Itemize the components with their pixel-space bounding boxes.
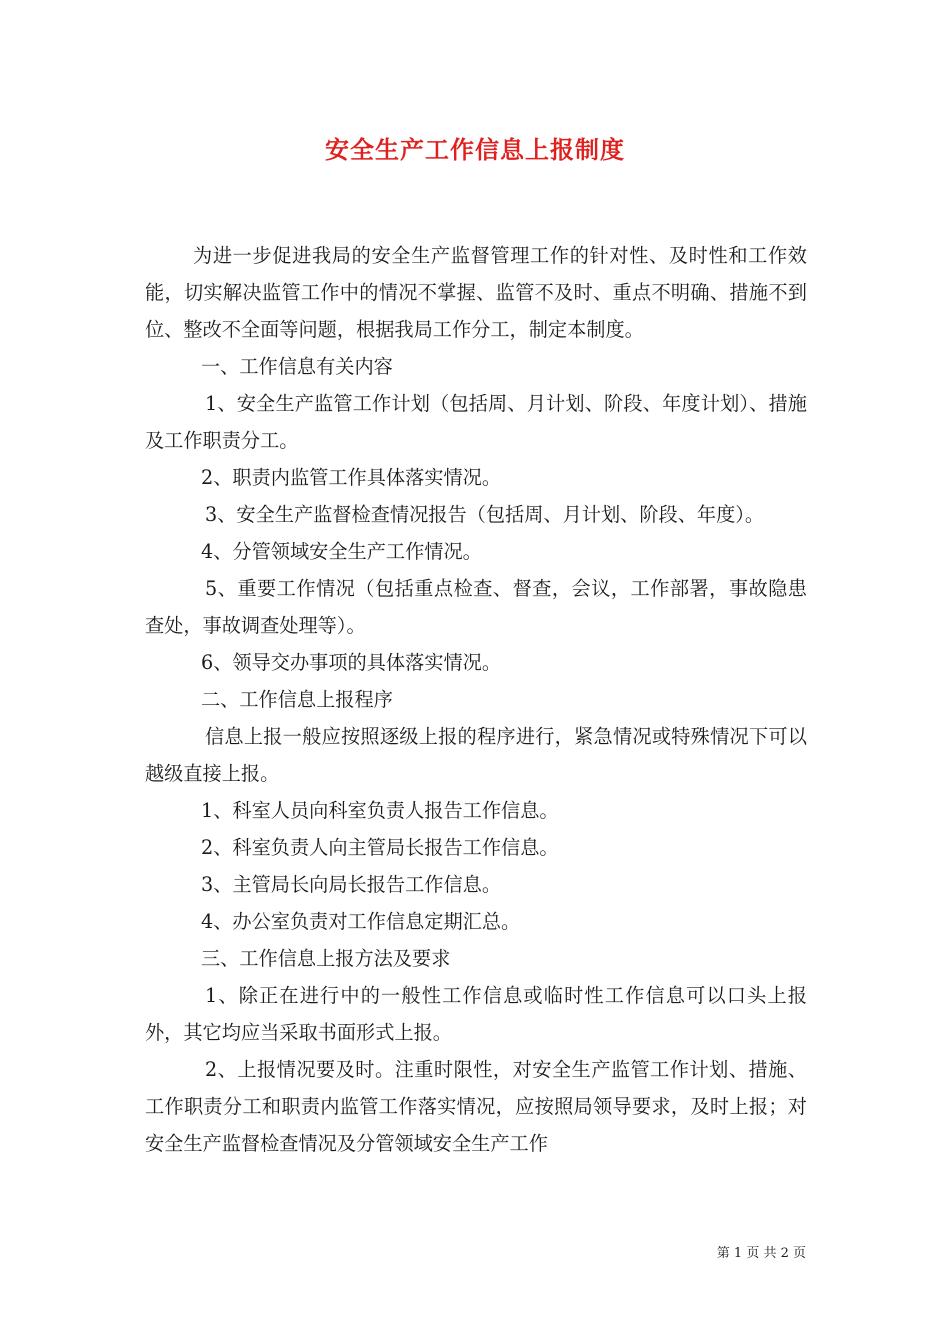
list-item: 3、主管局长向局长报告工作信息。 [201, 873, 502, 896]
list-item: 6、领导交办事项的具体落实情况。 [201, 651, 502, 674]
list-item: 1、科室人员向科室负责人报告工作信息。 [201, 799, 559, 822]
list-item: 1、安全生产监管工作计划（包括周、月计划、阶段、年度计划）、措施及工作职责分工。 [145, 392, 807, 452]
section-heading-1: 一、工作信息有关内容 [201, 355, 393, 378]
intro-paragraph: 为进一步促进我局的安全生产监督管理工作的针对性、及时性和工作效能，切实解决监管工作中的情况不掌握、监管不及时、重点不明确、措施不到位、整改不全面等问题，根据我局工作分工，制定本制度。 [145, 244, 807, 341]
document-title: 安全生产工作信息上报制度 [325, 136, 625, 164]
list-item: 5、重要工作情况（包括重点检查、督查，会议，工作部署，事故隐患查处，事故调查处理等）。 [145, 577, 807, 637]
list-item: 3、安全生产监督检查情况报告（包括周、月计划、阶段、年度）。 [205, 503, 765, 526]
list-item: 4、分管领域安全生产工作情况。 [201, 540, 482, 563]
list-item: 2、职责内监管工作具体落实情况。 [201, 466, 502, 489]
page-number-footer: 第 1 页 共 2 页 [716, 1246, 806, 1261]
list-item: 1、除正在进行中的一般性工作信息或临时性工作信息可以口头上报外，其它均应当采取书面形式上报。 [145, 984, 807, 1044]
list-item: 4、办公室负责对工作信息定期汇总。 [201, 910, 521, 933]
list-item: 2、科室负责人向主管局长报告工作信息。 [201, 836, 559, 859]
section-heading-2: 二、工作信息上报程序 [201, 688, 393, 711]
section-heading-3: 三、工作信息上报方法及要求 [201, 947, 451, 970]
body-paragraph: 信息上报一般应按照逐级上报的程序进行，紧急情况或特殊情况下可以越级直接上报。 [145, 725, 807, 785]
document-body [145, 237, 807, 1162]
list-item: 2、上报情况要及时。注重时限性，对安全生产监管工作计划、措施、工作职责分工和职责内监管工作落实情况，应按照局领导要求，及时上报；对安全生产监督检查情况及分管领域安全生产工作 [145, 1058, 807, 1155]
